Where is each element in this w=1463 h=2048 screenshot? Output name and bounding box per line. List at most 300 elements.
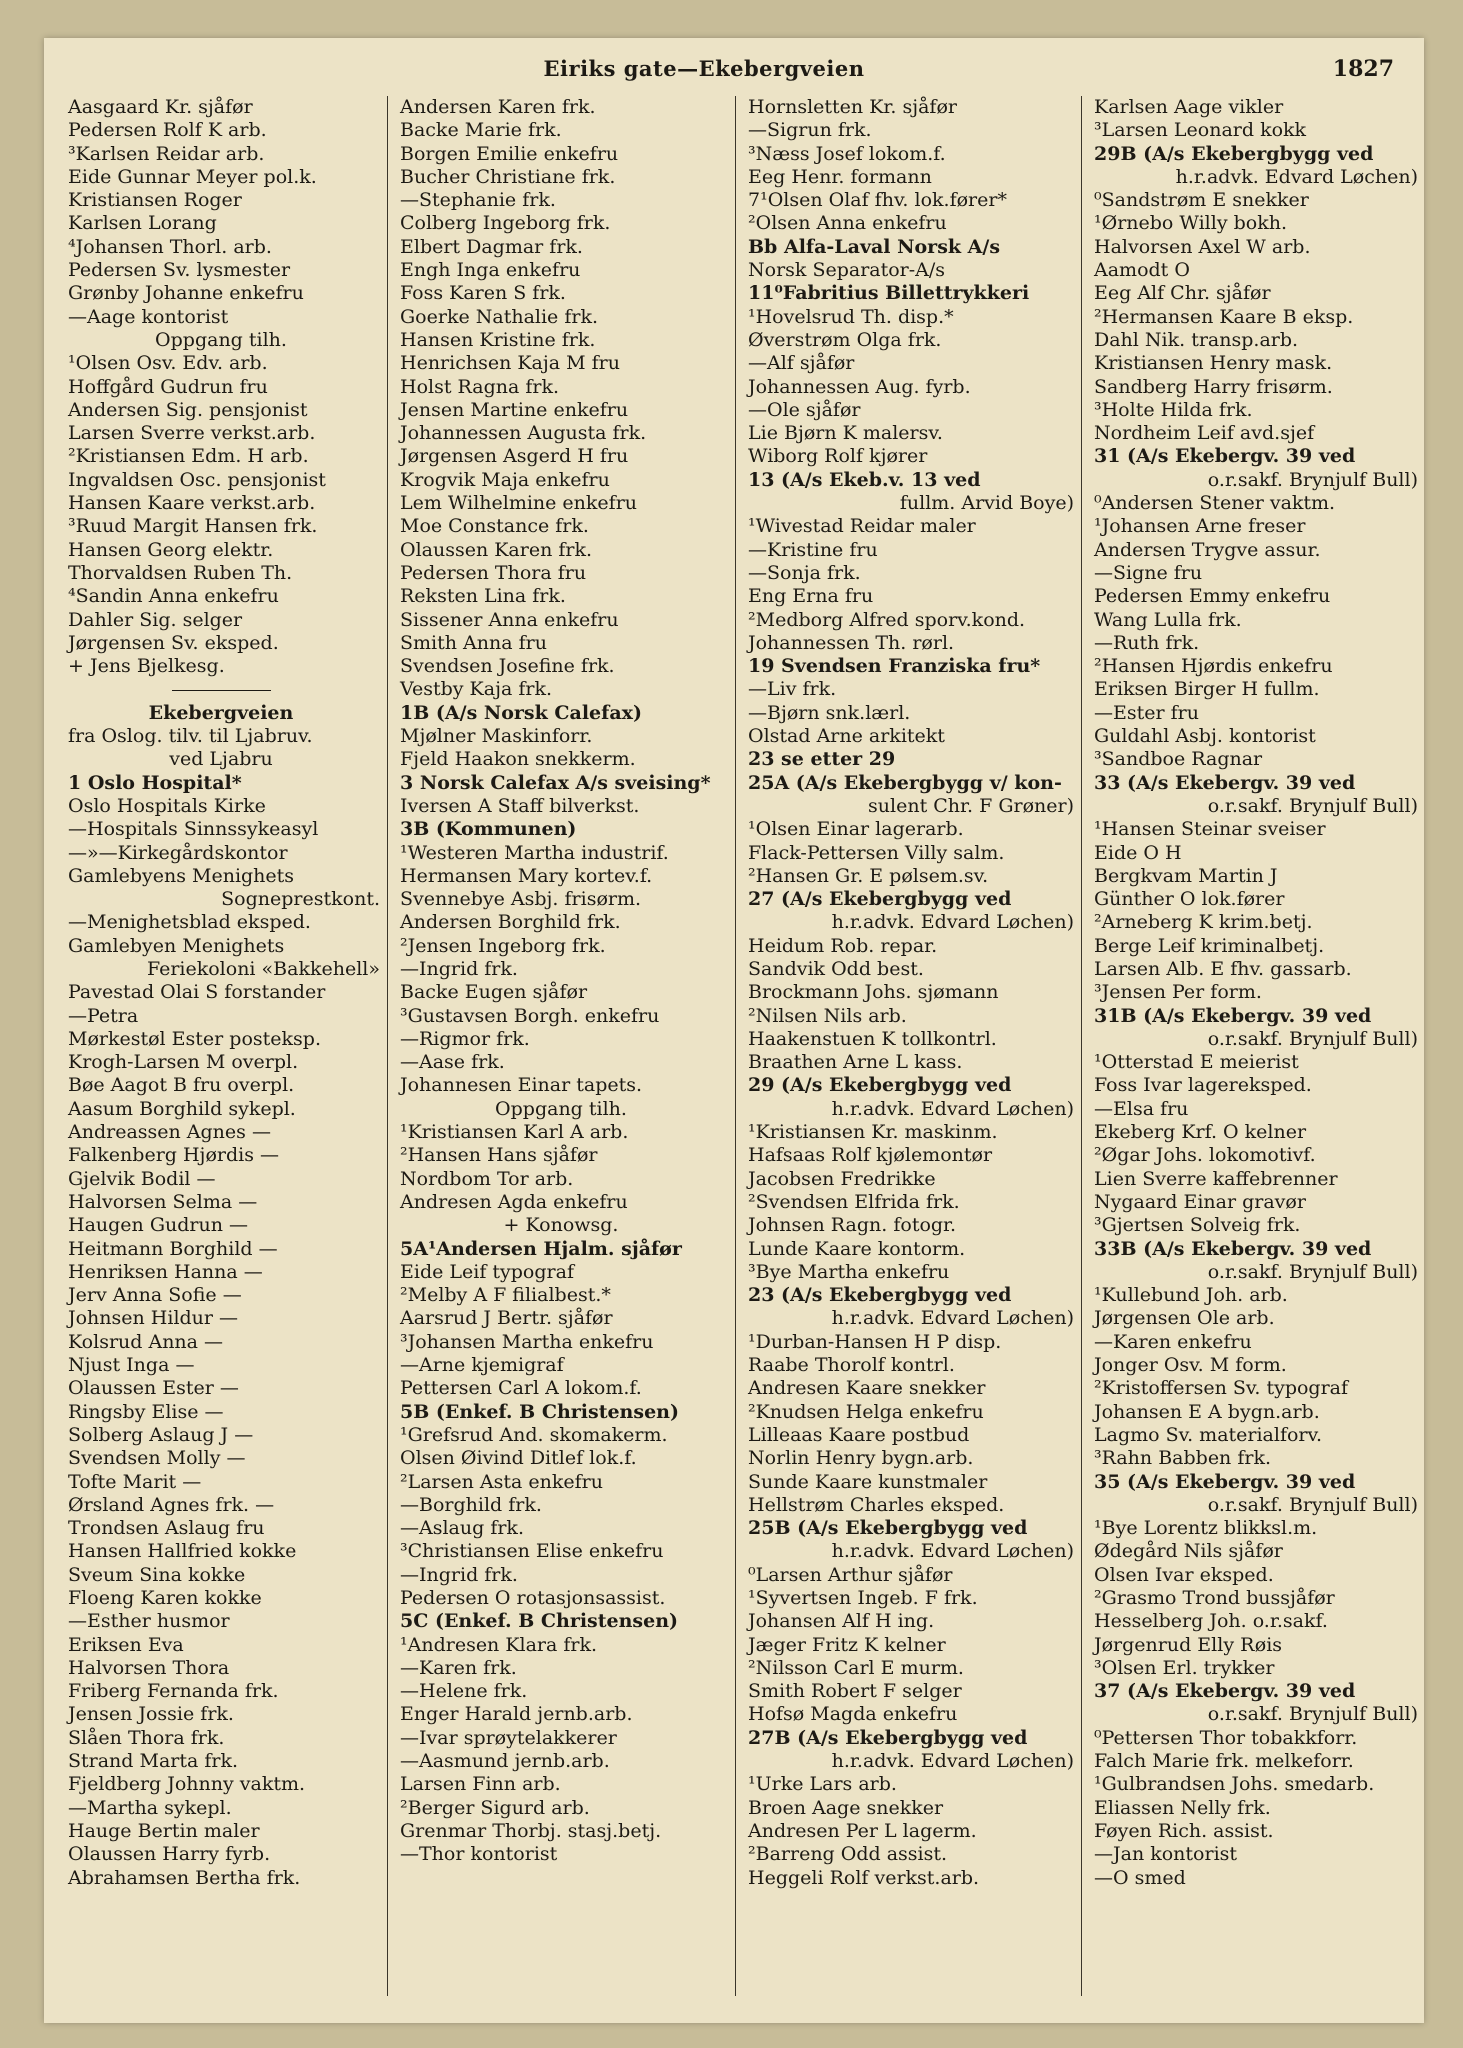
directory-entry: Halvorsen Thora (68, 1656, 230, 1679)
directory-entry: Nordheim Leif avd.sjef (1094, 422, 1315, 445)
directory-entry: Sandvik Odd best. (748, 957, 924, 980)
directory-entry: 3 Norsk Calefax A/s sveising* (400, 771, 711, 794)
directory-entry: ¹Kullebund Joh. arb. (1094, 1284, 1288, 1307)
directory-entry: Slåen Thora frk. (68, 1726, 225, 1749)
directory-entry: —Ingrid frk. (400, 1563, 518, 1586)
directory-entry: ¹Westeren Martha industrif. (400, 841, 669, 864)
section-divider (56, 678, 386, 701)
directory-entry: 33 (A/s Ekebergv. 39 ved (1094, 771, 1356, 794)
directory-entry: Njust Inga — (68, 1354, 195, 1377)
directory-entry: Jensen Martine enkefru (400, 398, 629, 421)
directory-entry: ³Gjertsen Solveig frk. (1094, 1214, 1301, 1237)
directory-entry: Fjeld Haakon snekkerm. (400, 748, 636, 771)
directory-entry: Solberg Aslaug J — (68, 1423, 254, 1446)
directory-entry: Flack-Pettersen Villy salm. (748, 841, 1005, 864)
directory-entry: ²Kristoffersen Sv. typograf (1094, 1377, 1349, 1400)
directory-entry: ²Grasmo Trond bussjåfør (1094, 1587, 1335, 1609)
directory-entry: Oslo Hospitals Kirke (68, 794, 266, 817)
column-2 (388, 96, 734, 1996)
directory-entry: ²Hermansen Kaare B eksp. (1094, 305, 1354, 328)
directory-entry: Hansen Hallfried kokke (68, 1540, 297, 1563)
directory-entry: Mjølner Maskinforr. (400, 725, 593, 748)
directory-entry: Larsen Finn arb. (400, 1773, 561, 1796)
directory-entry: —Helene frk. (400, 1680, 528, 1703)
directory-entry: ¹Urke Lars arb. (748, 1773, 897, 1796)
directory-entry: Eide O H (1094, 841, 1182, 864)
directory-entry: Strand Marta frk. (68, 1750, 239, 1773)
directory-entry: ²Jensen Ingeborg frk. (400, 934, 606, 957)
directory-entry: Lilleaas Kaare postbud (748, 1423, 970, 1446)
directory-entry: —Sigrun frk. (748, 119, 872, 142)
directory-entry: Lie Bjørn K malersv. (748, 422, 943, 445)
directory-entry: Johannessen Aug. fyrb. (748, 375, 971, 398)
directory-entry: Ringsby Elise — (68, 1400, 224, 1423)
directory-entry: Karlsen Aage vikler (1094, 96, 1284, 118)
directory-entry: Floeng Karen kokke (68, 1587, 262, 1609)
directory-entry: —Rigmor frk. (400, 1027, 530, 1050)
directory-entry: ²Melby A F filialbest.* (400, 1284, 611, 1307)
directory-entry: 37 (A/s Ekebergv. 39 ved (1094, 1680, 1356, 1703)
directory-entry: —Ole sjåfør (748, 398, 861, 421)
directory-entry: 27 (A/s Ekebergbygg ved (748, 888, 1012, 911)
directory-entry: Dahl Nik. transp.arb. (1094, 328, 1299, 351)
directory-entry: Grønby Johanne enkefru (68, 282, 304, 305)
directory-entry: Haugen Gudrun — (68, 1214, 248, 1237)
directory-entry: o.r.sakf. Brynjulf Bull) (1207, 1703, 1418, 1726)
directory-entry: Trondsen Aslaug fru (68, 1517, 265, 1540)
directory-entry: Hansen Kaare verkst.arb. (68, 492, 316, 515)
directory-entry: ⁰Larsen Arthur sjåfør (748, 1563, 953, 1586)
directory-entry: 1 Oslo Hospital* (68, 771, 242, 794)
directory-entry: Jonger Osv. M form. (1094, 1354, 1287, 1377)
directory-entry: Johannessen Augusta frk. (400, 422, 647, 445)
directory-entry: ¹Ørnebo Willy bokh. (1094, 212, 1287, 235)
directory-entry: —Martha sykepl. (68, 1796, 232, 1819)
directory-entry: 5B (Enkef. B Christensen) (400, 1400, 679, 1423)
directory-entry: 27B (A/s Ekebergbygg ved (748, 1726, 1028, 1749)
directory-entry: Hauge Bertin maler (68, 1819, 260, 1842)
directory-entry: Sveum Sina kokke (68, 1563, 246, 1586)
directory-entry: Svendsen Molly — (68, 1447, 246, 1470)
directory-entry: sulent Chr. F Grøner) (868, 794, 1074, 817)
directory-entry: 19 Svendsen Franziska fru* (748, 655, 1041, 678)
directory-entry: —Jan kontorist (1094, 1843, 1238, 1866)
directory-entry: —Karen frk. (400, 1656, 517, 1679)
directory-entry: ²Medborg Alfred sporv.kond. (748, 608, 1026, 631)
directory-entry: —Petra (68, 1004, 139, 1027)
directory-entry: —Bjørn snk.lærl. (748, 701, 911, 724)
directory-entry: Gjelvik Bodil — (68, 1167, 216, 1190)
directory-entry: ²Berger Sigurd arb. (400, 1796, 590, 1819)
directory-entry: —Aasmund jernb.arb. (400, 1750, 610, 1773)
page-header (44, 56, 1424, 92)
directory-entry: Feriekoloni «Bakkehell» (146, 957, 380, 980)
directory-entry: ¹Olsen Einar lagerarb. (748, 818, 964, 841)
directory-entry: Mørkestøl Ester posteksp. (68, 1027, 321, 1050)
directory-entry: Aasgaard Kr. sjåfør (68, 96, 253, 118)
directory-entry: Wang Lulla frk. (1094, 608, 1242, 631)
directory-entry: ²Knudsen Helga enkefru (748, 1400, 984, 1423)
directory-entry: ¹Hovelsrud Th. disp.* (748, 305, 954, 328)
directory-entry: ³Jensen Per form. (1094, 981, 1262, 1004)
directory-entry: —Liv frk. (748, 678, 837, 701)
directory-entry: o.r.sakf. Brynjulf Bull) (1207, 1493, 1418, 1516)
directory-entry: 11⁰Fabritius Billettrykkeri (748, 282, 1030, 305)
directory-entry: —Ivar sprøytelakkerer (400, 1726, 617, 1749)
directory-entry: 33B (A/s Ekebergv. 39 ved (1094, 1237, 1372, 1260)
directory-entry: Goerke Nathalie frk. (400, 305, 598, 328)
directory-entry: Krogh-Larsen M overpl. (68, 1051, 299, 1074)
directory-entry: Haakenstuen K tollkontrl. (748, 1027, 997, 1050)
directory-entry: Hofsø Magda enkefru (748, 1703, 958, 1726)
directory-entry: ⁴Johansen Thorl. arb. (68, 235, 272, 258)
directory-entry: —Borghild frk. (400, 1493, 542, 1516)
directory-entry: Johnsen Hildur — (68, 1307, 239, 1330)
directory-entry: ¹Andresen Klara frk. (400, 1633, 598, 1656)
directory-entry: 1B (A/s Norsk Calefax) (400, 701, 642, 724)
directory-entry: Broen Aage snekker (748, 1796, 944, 1819)
directory-entry: —Arne kjemigraf (400, 1354, 564, 1377)
directory-entry: Andresen Kaare snekker (748, 1377, 986, 1400)
directory-entry: ²Nilsson Carl E murm. (748, 1656, 964, 1679)
directory-entry: Føyen Rich. assist. (1094, 1819, 1274, 1842)
directory-entry: Andersen Sig. pensjonist (68, 398, 308, 421)
directory-entry: ³Næss Josef lokom.f. (748, 142, 946, 165)
directory-entry: Norsk Separator-A/s (748, 259, 946, 282)
directory-entry: Grenmar Thorbj. stasj.betj. (400, 1819, 662, 1842)
directory-entry: ¹Hansen Steinar sveiser (1094, 818, 1326, 841)
directory-entry: ³Holte Hilda frk. (1094, 398, 1253, 421)
directory-entry: + Konowsg. (503, 1214, 619, 1237)
directory-entry: Ørsland Agnes frk. — (68, 1493, 275, 1516)
directory-entry: Berge Leif kriminalbetj. (1094, 934, 1325, 957)
directory-entry: Pedersen Rolf K arb. (68, 119, 267, 142)
directory-entry: h.r.advk. Edvard Løchen) (1175, 165, 1418, 188)
directory-entry: Pavestad Olai S forstander (68, 981, 326, 1004)
directory-entry: —Aslaug frk. (400, 1517, 524, 1540)
directory-entry: —Aase frk. (400, 1051, 505, 1074)
directory-entry: Wiborg Rolf kjører (748, 445, 928, 468)
directory-entry: Aasum Borghild sykepl. (68, 1097, 296, 1120)
directory-entry: ²Øgar Johs. lokomotivf. (1094, 1144, 1316, 1167)
directory-entry: Krogvik Maja enkefru (400, 468, 610, 491)
directory-entry: ¹Bye Lorentz blikksl.m. (1094, 1517, 1318, 1540)
directory-entry: Henriksen Hanna — (68, 1260, 263, 1283)
directory-entry: Andersen Trygve assur. (1094, 538, 1321, 561)
directory-entry: ²Barreng Odd assist. (748, 1843, 948, 1866)
directory-entry: —Kristine fru (748, 538, 878, 561)
directory-entry: Ekebergveien (148, 701, 294, 724)
directory-entry: ³Christiansen Elise enkefru (400, 1540, 664, 1563)
directory-entry: Reksten Lina frk. (400, 585, 566, 608)
directory-entry: fullm. Arvid Boye) (899, 492, 1074, 515)
directory-entry: Jørgensen Ole arb. (1094, 1307, 1275, 1330)
directory-entry: —Ruth frk. (1094, 631, 1200, 654)
directory-entry: Johansen E A bygn.arb. (1094, 1400, 1320, 1423)
directory-entry: Gamlebyens Menighets (68, 864, 295, 887)
directory-entry: Svennebye Asbj. frisørm. (400, 888, 642, 911)
directory-entry: Colberg Ingeborg frk. (400, 212, 611, 235)
directory-entry: 31 (A/s Ekebergv. 39 ved (1094, 445, 1356, 468)
directory-entry: ³Larsen Leonard kokk (1094, 119, 1307, 142)
directory-entry: ⁰Sandstrøm E snekker (1094, 189, 1309, 212)
directory-entry: Johansen Alf H ing. (748, 1610, 935, 1633)
directory-entry: ⁰Pettersen Thor tobakkforr. (1094, 1726, 1358, 1749)
directory-entry: Friberg Fernanda frk. (68, 1680, 279, 1703)
directory-entry: Jørgensen Asgerd H fru (400, 445, 629, 468)
directory-entry: —Alf sjåfør (748, 352, 855, 375)
directory-entry: Heidum Rob. repar. (748, 934, 938, 957)
directory-entry: Eriksen Eva (68, 1633, 184, 1656)
directory-entry: Abrahamsen Bertha frk. (68, 1866, 301, 1889)
directory-entry: ¹Wivestad Reidar maler (748, 515, 976, 538)
directory-entry: Moe Constance frk. (400, 515, 589, 538)
directory-entry: Norlin Henry bygn.arb. (748, 1447, 974, 1470)
directory-entry: Hoffgård Gudrun fru (68, 375, 268, 398)
directory-entry: —Ester fru (1094, 701, 1199, 724)
directory-entry: Pedersen O rotasjonsassist. (400, 1587, 666, 1609)
directory-entry: h.r.advk. Edvard Løchen) (831, 1750, 1074, 1773)
directory-entry: Lagmo Sv. materialforv. (1094, 1423, 1323, 1446)
directory-entry: Pedersen Emmy enkefru (1094, 585, 1331, 608)
page-number: 1827 (1332, 56, 1394, 82)
directory-entry: ¹Grefsrud And. skomakerm. (400, 1423, 668, 1446)
directory-entry: Halvorsen Selma — (68, 1190, 258, 1213)
directory-entry: —Hospitals Sinnssykeasyl (68, 818, 319, 841)
directory-entry: ¹Olsen Osv. Edv. arb. (68, 352, 268, 375)
directory-entry: Foss Ivar lagereksped. (1094, 1074, 1312, 1097)
directory-entry: Nygaard Einar gravør (1094, 1190, 1306, 1213)
directory-entry: Lien Sverre kaffebrenner (1094, 1167, 1338, 1190)
directory-entry: Olstad Arne arkitekt (748, 725, 945, 748)
directory-entry: 5C (Enkef. B Christensen) (400, 1610, 679, 1633)
directory-entry: 23 se etter 29 (748, 748, 896, 771)
directory-entry: 7¹Olsen Olaf fhv. lok.fører* (748, 189, 1007, 212)
directory-entry: h.r.advk. Edvard Løchen) (831, 1097, 1074, 1120)
directory-entry: Olsen Øivind Ditlef lok.f. (400, 1447, 637, 1470)
directory-entry: 23 (A/s Ekebergbygg ved (748, 1284, 1012, 1307)
directory-entry: Raabe Thorolf kontrl. (748, 1354, 955, 1377)
directory-entry: o.r.sakf. Brynjulf Bull) (1207, 794, 1418, 817)
directory-entry: Nordbom Tor arb. (400, 1167, 574, 1190)
directory-entry: o.r.sakf. Brynjulf Bull) (1207, 468, 1418, 491)
directory-entry: ²Hansen Hans sjåfør (400, 1144, 598, 1167)
directory-entry: ²Olsen Anna enkefru (748, 212, 947, 235)
directory-entry: ⁰Andersen Stener vaktm. (1094, 492, 1336, 515)
directory-entry: Enger Harald jernb.arb. (400, 1703, 633, 1726)
directory-entry: Eng Erna fru (748, 585, 874, 608)
directory-entry: h.r.advk. Edvard Løchen) (831, 1540, 1074, 1563)
column-1 (56, 96, 386, 1996)
directory-entry: Backe Eugen sjåfør (400, 981, 588, 1004)
directory-entry: —Menighetsblad eksped. (68, 911, 311, 934)
directory-entry: Larsen Sverre verkst.arb. (68, 422, 316, 445)
directory-entry: Eide Gunnar Meyer pol.k. (68, 165, 317, 188)
directory-columns (56, 96, 1424, 1996)
directory-entry: ³Sandboe Ragnar (1094, 748, 1263, 771)
directory-entry: Ingvaldsen Osc. pensjonist (68, 468, 326, 491)
directory-page (44, 38, 1424, 2023)
directory-entry: Sogneprestkont. (221, 888, 380, 911)
running-title: Eiriks gate—Ekebergveien (543, 56, 865, 81)
directory-entry: Johnsen Ragn. fotogr. (748, 1214, 957, 1237)
directory-entry: Heggeli Rolf verkst.arb. (748, 1866, 980, 1889)
directory-entry: o.r.sakf. Brynjulf Bull) (1207, 1027, 1418, 1050)
directory-entry: Dahler Sig. selger (68, 608, 243, 631)
directory-entry: ¹Otterstad E meierist (1094, 1051, 1299, 1074)
directory-entry: Elbert Dagmar frk. (400, 235, 583, 258)
directory-entry: Johannessen Th. rørl. (748, 631, 955, 654)
directory-entry: Günther O lok.fører (1094, 888, 1285, 911)
directory-entry: Engh Inga enkefru (400, 259, 581, 282)
directory-entry: Jerv Anna Sofie — (68, 1284, 242, 1307)
directory-entry: ³Johansen Martha enkefru (400, 1330, 654, 1353)
directory-entry: ¹Kristiansen Kr. maskinm. (748, 1121, 998, 1144)
directory-entry: —Ingrid frk. (400, 957, 518, 980)
directory-entry: Pedersen Thora fru (400, 561, 587, 584)
directory-entry: —Thor kontorist (400, 1843, 558, 1866)
directory-entry: Lem Wilhelmine enkefru (400, 492, 638, 515)
directory-entry: Kristiansen Henry mask. (1094, 352, 1333, 375)
directory-entry: Hellstrøm Charles eksped. (748, 1493, 1005, 1516)
directory-entry: Gamlebyen Menighets (68, 934, 285, 957)
directory-entry: Hansen Georg elektr. (68, 538, 274, 561)
directory-entry: Øverstrøm Olga frk. (748, 328, 942, 351)
directory-entry: + Jens Bjelkesg. (68, 655, 225, 678)
directory-entry: 35 (A/s Ekebergv. 39 ved (1094, 1470, 1356, 1493)
directory-entry: ²Svendsen Elfrida frk. (748, 1190, 960, 1213)
directory-entry: Backe Marie frk. (400, 119, 562, 142)
directory-entry: Pettersen Carl A lokom.f. (400, 1377, 642, 1400)
directory-entry: Eeg Henr. formann (748, 165, 932, 188)
directory-entry: Jacobsen Fredrikke (748, 1167, 936, 1190)
directory-entry: ²Nilsen Nils arb. (748, 1004, 907, 1027)
directory-entry: —Esther husmor (68, 1610, 230, 1633)
directory-entry: 25A (A/s Ekebergbygg v/ kon- (748, 771, 1062, 794)
column-4 (1082, 96, 1424, 1996)
directory-entry: Sissener Anna enkefru (400, 608, 619, 631)
directory-entry: Jørgensen Sv. eksped. (68, 631, 279, 654)
directory-entry: Hansen Kristine frk. (400, 328, 596, 351)
directory-entry: Falkenberg Hjørdis — (68, 1144, 279, 1167)
directory-entry: Andersen Borghild frk. (400, 911, 621, 934)
directory-entry: ²Arneberg K krim.betj. (1094, 911, 1313, 934)
directory-entry: Oppgang tilh. (155, 328, 287, 351)
directory-entry: —Elsa fru (1094, 1097, 1189, 1120)
directory-entry: Braathen Arne L kass. (748, 1051, 963, 1074)
directory-entry: ³Karlsen Reidar arb. (68, 142, 265, 165)
directory-entry: ³Rahn Babben frk. (1094, 1447, 1272, 1470)
directory-entry: fra Oslog. tilv. til Ljabruv. (68, 725, 313, 748)
directory-entry: Jensen Jossie frk. (68, 1703, 234, 1726)
directory-entry: Olaussen Harry fyrb. (68, 1843, 271, 1866)
directory-entry: Vestby Kaja frk. (400, 678, 552, 701)
directory-entry: —Sonja frk. (748, 561, 861, 584)
directory-entry: 25B (A/s Ekebergbygg ved (748, 1517, 1028, 1540)
directory-entry: Foss Karen S frk. (400, 282, 566, 305)
directory-entry: Eeg Alf Chr. sjåfør (1094, 282, 1271, 305)
directory-entry: Guldahl Asbj. kontorist (1094, 725, 1316, 748)
directory-entry: ¹Johansen Arne freser (1094, 515, 1306, 538)
directory-entry: Kolsrud Anna — (68, 1330, 224, 1353)
directory-entry: Smith Robert F selger (748, 1680, 962, 1703)
directory-entry: Falch Marie frk. melkeforr. (1094, 1750, 1354, 1773)
directory-entry: 13 (A/s Ekeb.v. 13 ved (748, 468, 981, 491)
directory-entry: ¹Kristiansen Karl A arb. (400, 1121, 629, 1144)
directory-entry: ³Bye Martha enkefru (748, 1260, 950, 1283)
directory-entry: ²Larsen Asta enkefru (400, 1470, 603, 1493)
directory-entry: Eriksen Birger H fullm. (1094, 678, 1320, 701)
directory-entry: Holst Ragna frk. (400, 375, 560, 398)
directory-entry: Smith Anna fru (400, 631, 547, 654)
directory-entry: ved Ljabru (169, 748, 273, 771)
directory-entry: ³Olsen Erl. trykker (1094, 1656, 1275, 1679)
directory-entry: Sunde Kaare kunstmaler (748, 1470, 988, 1493)
directory-entry: h.r.advk. Edvard Løchen) (831, 911, 1074, 934)
directory-entry: Brockmann Johs. sjømann (748, 981, 999, 1004)
directory-entry: 3B (Kommunen) (400, 818, 577, 841)
directory-entry: o.r.sakf. Brynjulf Bull) (1207, 1260, 1418, 1283)
directory-entry: Borgen Emilie enkefru (400, 142, 619, 165)
directory-entry: Ekeberg Krf. O kelner (1094, 1121, 1307, 1144)
directory-entry: Tofte Marit — (68, 1470, 202, 1493)
directory-entry: Olsen Ivar eksped. (1094, 1563, 1274, 1586)
directory-entry: Sandberg Harry frisørm. (1094, 375, 1333, 398)
directory-entry: Andersen Karen frk. (400, 96, 596, 118)
directory-entry: h.r.advk. Edvard Løchen) (831, 1307, 1074, 1330)
directory-entry: Hermansen Mary kortev.f. (400, 864, 653, 887)
directory-entry: Halvorsen Axel W arb. (1094, 235, 1311, 258)
directory-entry: 29 (A/s Ekebergbygg ved (748, 1074, 1012, 1097)
directory-entry: Ødegård Nils sjåfør (1094, 1540, 1283, 1563)
directory-entry: Henrichsen Kaja M fru (400, 352, 620, 375)
directory-entry: Hornsletten Kr. sjåfør (748, 96, 957, 118)
directory-entry: —Signe fru (1094, 561, 1203, 584)
directory-entry: Jæger Fritz K kelner (748, 1633, 946, 1656)
directory-entry: Hesselberg Joh. o.r.sakf. (1094, 1610, 1328, 1633)
directory-entry: 29B (A/s Ekebergbygg ved (1094, 142, 1374, 165)
directory-entry: ¹Gulbrandsen Johs. smedarb. (1094, 1773, 1375, 1796)
directory-entry: ¹Durban-Hansen H P disp. (748, 1330, 1002, 1353)
directory-entry: Eide Leif typograf (400, 1260, 574, 1283)
directory-entry: Olaussen Karen frk. (400, 538, 593, 561)
column-3 (736, 96, 1080, 1996)
directory-entry: Kristiansen Roger (68, 189, 242, 212)
directory-entry: ²Hansen Hjørdis enkefru (1094, 655, 1333, 678)
directory-entry: Karlsen Lorang (68, 212, 217, 235)
directory-entry: Larsen Alb. E fhv. gassarb. (1094, 957, 1352, 980)
directory-entry: Eliassen Nelly frk. (1094, 1796, 1271, 1819)
directory-entry: Oppgang tilh. (495, 1097, 627, 1120)
directory-entry: Pedersen Sv. lysmester (68, 259, 291, 282)
directory-entry: Andreassen Agnes — (68, 1121, 271, 1144)
directory-entry: 5A¹Andersen Hjalm. sjåfør (400, 1237, 682, 1260)
directory-entry: ²Kristiansen Edm. H arb. (68, 445, 309, 468)
directory-entry: Aarsrud J Bertr. sjåfør (400, 1307, 613, 1330)
directory-entry: —Karen enkefru (1094, 1330, 1252, 1353)
directory-entry: Bøe Aagot B fru overpl. (68, 1074, 295, 1097)
directory-entry: Aamodt O (1094, 259, 1190, 282)
directory-entry: Iversen A Staff bilverkst. (400, 794, 640, 817)
directory-entry: Svendsen Josefine frk. (400, 655, 615, 678)
directory-entry: Bb Alfa-Laval Norsk A/s (748, 235, 1001, 258)
directory-entry: ²Hansen Gr. E pølsem.sv. (748, 864, 989, 887)
directory-entry: Andresen Agda enkefru (400, 1190, 628, 1213)
directory-entry: Heitmann Borghild — (68, 1237, 278, 1260)
directory-entry: —Stephanie frk. (400, 189, 556, 212)
directory-entry: Lunde Kaare kontorm. (748, 1237, 966, 1260)
directory-entry: Hafsaas Rolf kjølemontør (748, 1144, 993, 1167)
